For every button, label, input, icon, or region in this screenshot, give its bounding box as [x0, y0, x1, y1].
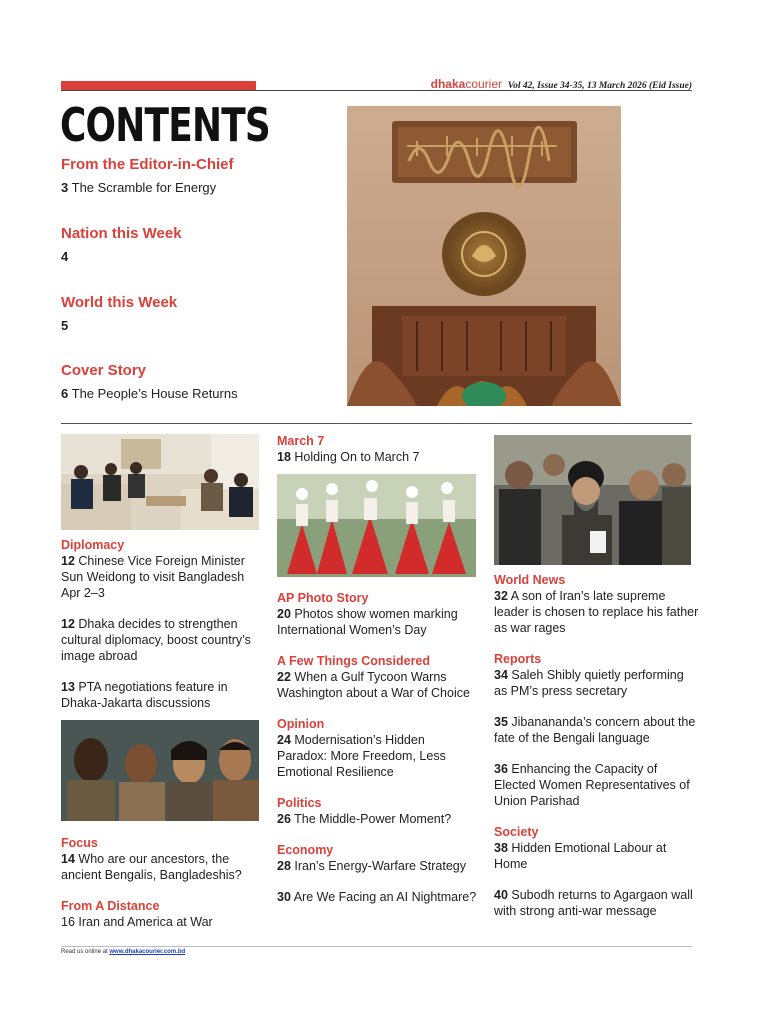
article-link[interactable]: 35 Jibanananda’s concern about the fate of the Bengali language [494, 715, 696, 745]
article-link[interactable]: 13 PTA negotiations feature in Dhaka-Jakarta discussions [61, 680, 228, 710]
section-item[interactable]: 5 [61, 318, 69, 333]
article-link[interactable]: 28 Iran’s Energy-Warfare Strategy [277, 859, 466, 873]
footer [61, 949, 185, 955]
section-item[interactable]: 6 The People’s House Returns [61, 386, 238, 401]
category-opinion: Opinion [277, 717, 325, 731]
section-item[interactable]: 4 [61, 249, 69, 264]
section-nation [61, 225, 182, 264]
article-link[interactable]: 14 Who are our ancestors, the ancient Bengalis, Bangladeshis? [61, 852, 242, 882]
article-link[interactable]: 20 Photos show women marking International Women’s Day [277, 607, 458, 637]
category-world-news: World News [494, 573, 566, 587]
section-heading: Nation this Week [61, 225, 182, 242]
category-diplomacy: Diplomacy [61, 538, 125, 552]
section-heading: Cover Story [61, 362, 147, 379]
section-heading: From the Editor-in-Chief [61, 156, 234, 173]
category-economy: Economy [277, 843, 334, 857]
category-from-a-distance: From A Distance [61, 899, 160, 913]
category-focus: Focus [61, 836, 98, 850]
column-right [494, 572, 699, 919]
article-link[interactable]: 16 Iran and America at War [61, 915, 213, 929]
article-link[interactable]: 22 When a Gulf Tycoon Warns Washington about a War of Choice [277, 670, 470, 700]
section-divider [61, 423, 692, 424]
category-ap-photo-story: AP Photo Story [277, 591, 369, 605]
column-left-focus [61, 835, 261, 930]
article-link[interactable]: 24 Modernisation’s Hidden Paradox: More Freedom, Less Emotional Resilience [277, 733, 446, 779]
section-editor [61, 156, 234, 195]
category-society: Society [494, 825, 539, 839]
photo-iran-leader-crowd[interactable] [494, 435, 691, 565]
article-link[interactable]: 30 Are We Facing an AI Nightmare? [277, 890, 477, 904]
cover-photo-parliament[interactable] [347, 106, 621, 406]
article-link[interactable]: 34 Saleh Shibly quietly performing as PM’s press secretary [494, 668, 684, 698]
article-link[interactable]: 40 Subodh returns to Agargaon wall with strong anti-war message [494, 888, 693, 918]
article-link[interactable]: 12 Dhaka decides to strengthen cultural diplomacy, boost country’s image abroad [61, 617, 251, 663]
category-reports: Reports [494, 652, 542, 666]
section-heading: World this Week [61, 294, 178, 311]
header-accent-bar [61, 81, 256, 90]
photo-ancestors-portraits[interactable] [61, 720, 259, 821]
article-link[interactable]: 32 A son of Iran’s late supreme leader is chosen to replace his father as war rages [494, 589, 699, 635]
brand-logo-dhaka: dhaka [430, 77, 466, 91]
category-march-7: March 7 [277, 434, 325, 448]
category-a-few-things-considered: A Few Things Considered [277, 654, 431, 668]
section-world [61, 294, 177, 333]
photo-diplomacy-meeting[interactable] [61, 434, 259, 530]
column-middle-top [277, 433, 477, 465]
website-link[interactable]: www.dhakacourier.com.bd [109, 949, 186, 955]
footer-text: Read us online at [61, 949, 110, 955]
article-link[interactable]: 26 The Middle-Power Moment? [277, 812, 452, 826]
masthead [431, 77, 692, 91]
brand-logo-courier: courier [465, 77, 502, 91]
section-cover-story [61, 362, 238, 401]
issue-info: Vol 42, Issue 34-35, 13 March 2026 (Eid Issue) [507, 81, 692, 91]
article-link[interactable]: 38 Hidden Emotional Labour at Home [494, 841, 667, 871]
article-link[interactable]: 18 Holding On to March 7 [277, 450, 420, 464]
section-item[interactable]: 3 The Scramble for Energy [61, 180, 217, 195]
column-left [61, 537, 261, 711]
article-link[interactable]: 36 Enhancing the Capacity of Elected Women Representatives of Union Parishad [494, 762, 690, 808]
article-link[interactable]: 12 Chinese Vice Foreign Minister Sun Weidong to visit Bangladesh Apr 2–3 [61, 554, 245, 600]
column-middle [277, 590, 477, 905]
page-title: CONTENTS [60, 98, 270, 152]
category-politics: Politics [277, 796, 322, 810]
footer-rule [61, 946, 692, 947]
photo-womens-day-dancers[interactable] [277, 474, 476, 577]
